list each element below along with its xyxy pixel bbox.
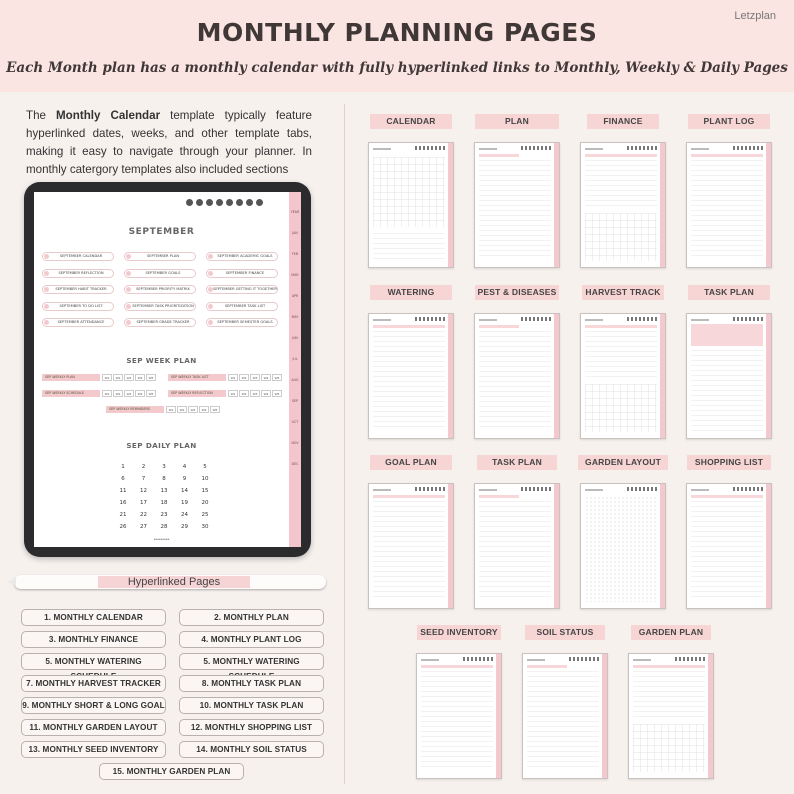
thumbnail-icons <box>733 146 763 150</box>
toolbar-icon[interactable] <box>256 199 263 206</box>
day-link[interactable]: 14 <box>181 488 188 494</box>
page-thumbnail[interactable] <box>686 313 772 439</box>
week-link-row[interactable] <box>168 374 288 381</box>
thumbnail-tab-strip <box>766 484 771 608</box>
week-link-row[interactable] <box>42 374 162 381</box>
month-tab[interactable]: DEC <box>291 462 299 466</box>
thumbnail-tab-strip <box>602 654 607 778</box>
day-link[interactable]: 29 <box>181 524 188 530</box>
intro-text <box>26 107 312 179</box>
day-link[interactable]: 3 <box>162 464 166 470</box>
week-cell[interactable]: W5 <box>146 390 156 397</box>
hyperlink-button[interactable]: 7. MONTHLY HARVEST TRACKER <box>21 675 166 692</box>
thumbnail-label: PEST & DISEASES <box>475 285 559 300</box>
hyperlink-button[interactable]: 12. MONTHLY SHOPPING LIST <box>179 719 324 736</box>
page-thumbnail[interactable] <box>686 483 772 609</box>
thumbnail-heading <box>585 319 603 321</box>
thumbnail-label: GARDEN LAYOUT <box>578 455 668 470</box>
month-tab[interactable]: FEB <box>291 252 299 256</box>
page-thumbnail[interactable] <box>474 313 560 439</box>
page-thumbnail[interactable] <box>580 483 666 609</box>
thumbnail-icons <box>415 487 445 491</box>
toolbar-icon[interactable] <box>236 199 243 206</box>
thumbnail-label: PLANT LOG <box>688 114 770 129</box>
week-cell[interactable]: W4 <box>199 406 209 413</box>
thumbnail-grid-body <box>585 384 657 432</box>
thumbnail-pink-block <box>479 495 519 498</box>
hyperlink-button[interactable]: 4. MONTHLY PLANT LOG <box>179 631 324 648</box>
thumbnail-lines <box>691 501 763 601</box>
section-link[interactable]: SEPTEMBER ATTENDANCE <box>42 318 114 327</box>
week-cell[interactable]: W2 <box>239 374 249 381</box>
thumbnail-icons <box>627 317 657 321</box>
thumbnail-pink-block <box>585 154 657 157</box>
week-row-label: SEP WEEKLY SCHEDULE <box>42 390 100 397</box>
page-thumbnail[interactable] <box>580 313 666 439</box>
thumbnail-heading <box>691 148 709 150</box>
thumbnail-heading <box>373 489 391 491</box>
thumbnail-lines <box>585 160 657 210</box>
section-link[interactable]: SEPTEMBER ACADEMIC GOALS <box>206 252 278 261</box>
hyperlink-button[interactable]: 9. MONTHLY SHORT & LONG GOAL <box>21 697 166 714</box>
day-link[interactable]: 17 <box>140 500 147 506</box>
thumbnail-pink-block <box>373 495 445 498</box>
thumbnail-tab-strip <box>766 314 771 438</box>
day-link[interactable]: 2 <box>141 464 146 470</box>
thumbnail-tab-strip <box>660 314 665 438</box>
hyperlink-button[interactable]: 10. MONTHLY TASK PLAN <box>179 697 324 714</box>
thumbnail-icons <box>521 487 551 491</box>
page-thumbnail[interactable] <box>368 483 454 609</box>
week-cell[interactable]: W1 <box>228 390 238 397</box>
thumbnail-label: WATERING <box>370 285 452 300</box>
section-link[interactable]: SEPTEMBER TASK LIST <box>206 302 278 311</box>
day-link[interactable]: 23 <box>160 512 168 518</box>
thumbnail-icons <box>675 657 705 661</box>
week-link-row[interactable] <box>168 390 288 397</box>
section-link[interactable]: SEPTEMBER HABIT TRACKER <box>42 285 114 294</box>
page-thumbnail[interactable] <box>416 653 502 779</box>
thumbnail-pink-block <box>527 665 567 668</box>
column-divider <box>344 104 345 784</box>
pencil-graphic <box>14 575 326 589</box>
thumbnail-grid-body <box>585 213 657 261</box>
week-cell[interactable]: W5 <box>272 390 282 397</box>
week-cell[interactable]: W2 <box>239 390 249 397</box>
thumbnail-label: SHOPPING LIST <box>687 455 771 470</box>
thumbnail-heading <box>585 148 603 150</box>
section-link[interactable]: SEPTEMBER PLAN <box>124 252 196 261</box>
thumbnail-lines <box>479 160 551 260</box>
thumbnail-icons <box>627 146 657 150</box>
hyperlink-button[interactable]: 8. MONTHLY TASK PLAN <box>179 675 324 692</box>
thumbnail-pink-block <box>479 325 519 328</box>
week-row-label: SEP WEEKLY TASK LIST <box>168 374 226 381</box>
thumbnail-icons <box>733 317 763 321</box>
week-cell[interactable]: W3 <box>124 374 134 381</box>
tablet-mockup <box>24 182 311 557</box>
hyperlink-button[interactable]: 11. MONTHLY GARDEN LAYOUT <box>21 719 166 736</box>
week-row-label: SEP WEEKLY REFLECTION <box>168 390 226 397</box>
thumbnail-heading <box>479 319 497 321</box>
thumbnail-lines <box>527 671 599 771</box>
month-tab[interactable]: JUL <box>292 357 298 361</box>
month-tab[interactable]: AUG <box>291 378 299 382</box>
toolbar-icon[interactable] <box>206 199 213 206</box>
thumbnail-lines <box>691 350 763 434</box>
thumbnail-icons <box>415 146 445 150</box>
hyperlink-button[interactable]: 2. MONTHLY PLAN <box>179 609 324 626</box>
thumbnail-label: SEED INVENTORY <box>417 625 501 640</box>
section-link[interactable]: SEPTEMBER GETTING IT TOGETHER <box>206 285 278 294</box>
intro-bold: Monthly Calendar <box>56 109 161 122</box>
month-tab[interactable]: SEP <box>292 399 298 403</box>
day-link[interactable]: 22 <box>140 512 147 518</box>
thumbnail-label: FINANCE <box>587 114 659 129</box>
thumbnail-heading <box>691 319 709 321</box>
thumbnail-heading <box>633 659 651 661</box>
thumbnail-pink-block <box>633 665 705 668</box>
month-tab[interactable]: YEAR <box>290 210 300 214</box>
intro-post: template typically feature hyperlinked dates, weeks, and other template tabs, making it easy to navigate through your planner. In monthly catergory templates also included sections <box>26 109 312 176</box>
day-link[interactable]: 1 <box>121 464 125 470</box>
thumbnail-tab-strip <box>554 314 559 438</box>
week-cell[interactable]: W1 <box>228 374 238 381</box>
thumbnail-icons <box>521 146 551 150</box>
thumbnail-tab-strip <box>554 143 559 267</box>
page-thumbnail[interactable] <box>474 483 560 609</box>
thumbnail-lines <box>479 501 551 601</box>
day-link[interactable]: 12 <box>140 488 147 494</box>
section-link[interactable]: SEPTEMBER TO DO LIST <box>42 302 114 311</box>
thumbnail-label: PLAN <box>475 114 559 129</box>
thumbnail-icons <box>569 657 599 661</box>
page-thumbnail[interactable] <box>628 653 714 779</box>
day-link[interactable]: 8 <box>162 476 166 482</box>
section-link[interactable]: SEPTEMBER SEMESTER GOALS <box>206 318 278 327</box>
thumbnail-tab-strip <box>496 654 501 778</box>
thumbnail-pink-block <box>479 154 519 157</box>
thumbnail-pink-block <box>585 325 657 328</box>
week-cell[interactable]: W5 <box>146 374 156 381</box>
day-link[interactable]: 13 <box>160 488 168 494</box>
page-title: MONTHLY PLANNING PAGES <box>196 18 598 47</box>
day-link[interactable]: 10 <box>201 476 209 482</box>
thumbnail-heading <box>527 659 545 661</box>
thumbnail-lines <box>585 331 657 381</box>
thumbnail-label: GOAL PLAN <box>370 455 452 470</box>
thumbnail-label: TASK PLAN <box>688 285 770 300</box>
thumbnail-lines <box>691 160 763 260</box>
week-row-label: SEP WEEKLY REMINDERS <box>106 406 164 413</box>
day-link[interactable]: 16 <box>119 500 127 506</box>
thumbnail-label: GARDEN PLAN <box>631 625 711 640</box>
week-cell[interactable]: W4 <box>261 390 271 397</box>
thumbnail-tab-strip <box>708 654 713 778</box>
section-link[interactable]: SEPTEMBER TASK PRIORITIZATION <box>124 302 196 311</box>
thumbnail-heading <box>479 148 497 150</box>
page-thumbnail[interactable] <box>580 142 666 268</box>
thumbnail-tab-strip <box>448 143 453 267</box>
screen-footer: ▪▪▪▪▪▪▪▪▪ <box>153 538 170 541</box>
week-cell[interactable]: W1 <box>166 406 176 413</box>
day-link[interactable]: 26 <box>119 524 127 530</box>
month-tab[interactable]: APR <box>291 294 299 298</box>
thumbnail-pink-block <box>691 154 763 157</box>
week-link-row[interactable] <box>106 406 226 413</box>
month-tabs <box>289 192 301 547</box>
thumbnail-heading <box>479 489 497 491</box>
month-tab[interactable]: JUN <box>292 336 298 340</box>
hyperlink-button[interactable]: 3. MONTHLY FINANCE <box>21 631 166 648</box>
thumbnail-lines <box>479 331 551 431</box>
day-link[interactable]: 4 <box>182 464 187 470</box>
thumbnail-tab-strip <box>660 484 665 608</box>
thumbnail-heading <box>373 148 391 150</box>
toolbar-icon[interactable] <box>246 199 253 206</box>
month-tab[interactable]: JAN <box>292 231 298 235</box>
hyperlink-button[interactable]: 5. MONTHLY WATERING <box>179 653 324 670</box>
page-thumbnail[interactable] <box>522 653 608 779</box>
toolbar-icon[interactable] <box>216 199 223 206</box>
hyperlink-button[interactable]: 14. MONTHLY SOIL STATUS <box>179 741 324 758</box>
page-subtitle: Each Month plan has a monthly calendar with fully hyperlinked links to Monthly, Weekly & Daily Pages <box>6 60 788 76</box>
brand-label: Letzplan <box>734 10 776 22</box>
section-link[interactable]: SEPTEMBER GRADE TRACKER <box>124 318 196 327</box>
hyperlink-button[interactable]: 1. MONTHLY CALENDAR <box>21 609 166 626</box>
month-tab[interactable]: NOV <box>291 441 299 445</box>
day-link[interactable]: 15 <box>201 488 209 494</box>
day-link[interactable]: 11 <box>119 488 127 494</box>
page-thumbnail[interactable] <box>474 142 560 268</box>
thumbnail-label: CALENDAR <box>370 114 452 129</box>
week-cell[interactable]: W4 <box>261 374 271 381</box>
thumbnail-tab-strip <box>448 484 453 608</box>
toolbar-icon[interactable] <box>196 199 203 206</box>
thumbnail-grid-body <box>633 724 705 772</box>
thumbnail-pink-block <box>373 325 445 328</box>
thumbnail-tab-strip <box>448 314 453 438</box>
section-link[interactable]: SEPTEMBER PRIORITY MATRIX <box>124 285 196 294</box>
week-cell[interactable]: W2 <box>113 390 123 397</box>
week-cell[interactable]: W1 <box>102 390 112 397</box>
thumbnail-tab-strip <box>766 143 771 267</box>
day-link[interactable]: 28 <box>160 524 168 530</box>
week-cell[interactable]: W4 <box>135 390 145 397</box>
week-cell[interactable]: W3 <box>188 406 198 413</box>
toolbar-icon[interactable] <box>186 199 193 206</box>
day-link[interactable]: 24 <box>181 512 188 518</box>
section-link[interactable]: SEPTEMBER FINANCE <box>206 269 278 278</box>
page-thumbnail[interactable] <box>686 142 772 268</box>
day-link[interactable]: 20 <box>201 500 209 506</box>
week-cell[interactable]: W2 <box>177 406 187 413</box>
thumbnail-pink-block <box>421 665 493 668</box>
thumbnail-label: SOIL STATUS <box>525 625 605 640</box>
thumbnail-heading <box>421 659 439 661</box>
section-link[interactable]: SEPTEMBER REFLECTION <box>42 269 114 278</box>
day-link[interactable]: 27 <box>140 524 147 530</box>
week-cell[interactable]: W5 <box>272 374 282 381</box>
thumbnail-lines <box>373 233 445 263</box>
thumbnail-icons <box>463 657 493 661</box>
week-link-row[interactable] <box>42 390 162 397</box>
thumbnail-heading <box>585 489 603 491</box>
section-link[interactable]: SEPTEMBER CALENDAR <box>42 252 114 261</box>
week-row-label: SEP WEEKLY PLAN <box>42 374 100 381</box>
hyperlink-button[interactable]: 5. MONTHLY WATERING <box>21 653 166 670</box>
daily-plan-title: SEP DAILY PLAN <box>126 441 197 450</box>
page-thumbnail[interactable] <box>368 313 454 439</box>
week-cell[interactable]: W3 <box>250 390 260 397</box>
thumbnail-tab-strip <box>554 484 559 608</box>
week-cell[interactable]: W1 <box>102 374 112 381</box>
thumbnail-dot-body <box>585 496 657 602</box>
thumbnail-pink-block <box>691 324 763 346</box>
thumbnail-lines <box>373 501 445 601</box>
thumbnail-pink-block <box>691 495 763 498</box>
section-link[interactable]: SEPTEMBER GOALS <box>124 269 196 278</box>
thumbnail-tab-strip <box>660 143 665 267</box>
hyperlink-button[interactable]: 13. MONTHLY SEED INVENTORY <box>21 741 166 758</box>
month-tab[interactable]: OCT <box>291 420 299 424</box>
day-link[interactable]: 6 <box>121 476 125 482</box>
week-cell[interactable]: W4 <box>135 374 145 381</box>
thumbnail-lines <box>633 671 705 721</box>
thumbnail-heading <box>691 489 709 491</box>
thumbnail-icons <box>733 487 763 491</box>
tablet-screen <box>34 192 301 547</box>
week-plan-title: SEP WEEK PLAN <box>126 356 197 365</box>
day-link[interactable]: 5 <box>203 464 207 470</box>
thumbnail-icons <box>627 487 657 491</box>
day-link[interactable]: 19 <box>181 500 188 506</box>
day-link[interactable]: 21 <box>119 512 127 518</box>
thumbnail-label: TASK PLAN <box>477 455 557 470</box>
thumbnail-grid-body <box>373 157 445 227</box>
page-thumbnail[interactable] <box>368 142 454 268</box>
week-cell[interactable]: W3 <box>250 374 260 381</box>
hyperlink-button[interactable]: 15. MONTHLY GARDEN PLAN <box>99 763 244 780</box>
day-link[interactable]: 25 <box>201 512 209 518</box>
intro-pre: The <box>26 109 57 122</box>
week-cell[interactable]: W5 <box>210 406 220 413</box>
thumbnail-heading <box>373 319 391 321</box>
toolbar-icon[interactable] <box>226 199 233 206</box>
month-tab[interactable]: MAY <box>291 315 299 319</box>
month-title: SEPTEMBER <box>128 227 195 237</box>
thumbnail-icons <box>521 317 551 321</box>
header-banner <box>0 0 794 92</box>
week-cell[interactable]: W2 <box>113 374 123 381</box>
thumbnail-lines <box>421 671 493 771</box>
day-link[interactable]: 18 <box>160 500 168 506</box>
thumbnail-lines <box>373 331 445 431</box>
day-link[interactable]: 30 <box>201 524 209 530</box>
thumbnail-label: HARVEST TRACK <box>582 285 664 300</box>
thumbnail-icons <box>415 317 445 321</box>
day-link[interactable]: 9 <box>182 476 187 482</box>
month-tab[interactable]: MAR <box>291 273 299 277</box>
week-cell[interactable]: W3 <box>124 390 134 397</box>
pencil-label: Hyperlinked Pages <box>127 576 221 588</box>
day-link[interactable]: 7 <box>141 476 146 482</box>
